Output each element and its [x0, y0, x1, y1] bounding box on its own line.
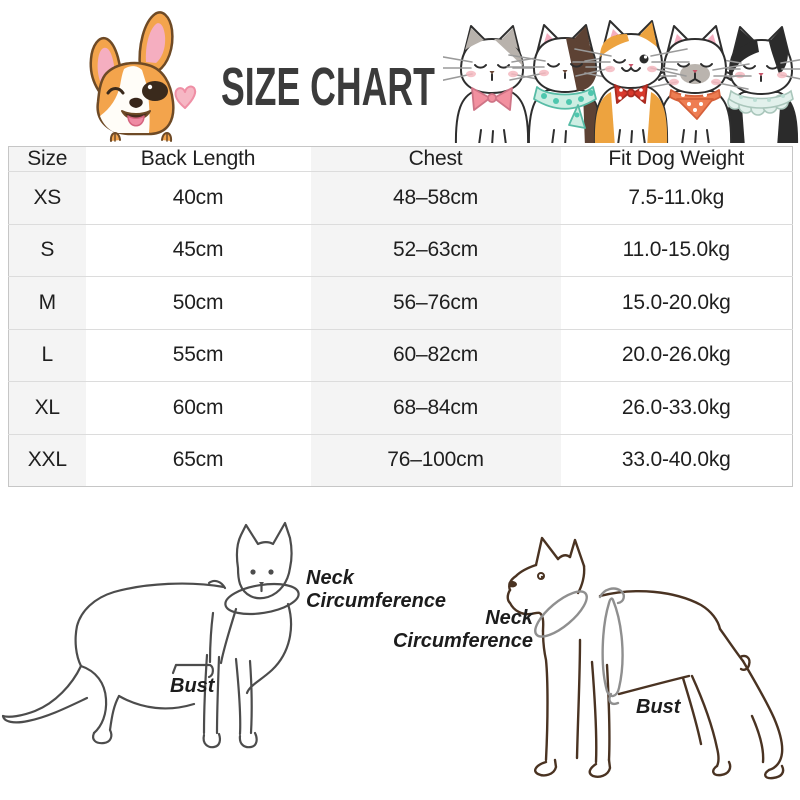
cat-bust-label: Bust — [170, 675, 215, 697]
column-header-back-length: Back Length — [86, 147, 311, 172]
column-header-size: Size — [9, 147, 86, 172]
table-cell: 50cm — [86, 277, 311, 330]
table-cell: 48–58cm — [311, 172, 561, 225]
table-cell: 52–63cm — [311, 224, 561, 277]
table-cell: 45cm — [86, 224, 311, 277]
table-row — [9, 329, 793, 382]
column-header-chest: Chest — [311, 147, 561, 172]
table-cell: 20.0-26.0kg — [561, 329, 793, 382]
page-title: SIZE CHART — [221, 57, 435, 117]
table-cell: 60cm — [86, 382, 311, 435]
table-row — [9, 434, 793, 487]
table-cell: 15.0-20.0kg — [561, 277, 793, 330]
table-header-row — [9, 147, 793, 172]
table-cell: XXL — [9, 434, 86, 487]
cat-neck-circumference-label: Neck Circumference — [306, 567, 447, 612]
table-cell: 7.5-11.0kg — [561, 172, 793, 225]
table-cell: 56–76cm — [311, 277, 561, 330]
cat-measure-figure — [0, 505, 320, 785]
table-row — [9, 277, 793, 330]
table-cell: M — [9, 277, 86, 330]
table-cell: 40cm — [86, 172, 311, 225]
table-cell: 26.0-33.0kg — [561, 382, 793, 435]
table-cell: 60–82cm — [311, 329, 561, 382]
table-cell: XL — [9, 382, 86, 435]
table-cell: 11.0-15.0kg — [561, 224, 793, 277]
table-cell: XS — [9, 172, 86, 225]
corgi-illustration — [58, 10, 218, 150]
column-header-fit-dog-weight: Fit Dog Weight — [561, 147, 793, 172]
dog-girth-strap — [603, 599, 623, 696]
heart-icon — [175, 87, 195, 108]
cat-line-drawing — [3, 523, 301, 747]
dog-bust-label: Bust — [636, 696, 681, 718]
cats-illustration — [443, 0, 800, 143]
dog-neck-loop — [529, 584, 593, 644]
table-cell: 76–100cm — [311, 434, 561, 487]
dog-line-drawing — [508, 538, 783, 778]
size-chart-table — [8, 146, 793, 487]
table-row — [9, 172, 793, 225]
table-row — [9, 382, 793, 435]
cat-chest-strap — [210, 613, 213, 662]
table-cell: 55cm — [86, 329, 311, 382]
table-cell: L — [9, 329, 86, 382]
corgi-eye-patch — [142, 81, 168, 101]
corgi-dog-icon — [91, 12, 195, 141]
dog-neck-circumference-label: Neck Circumference — [392, 607, 533, 652]
table-cell: 68–84cm — [311, 382, 561, 435]
table-cell: 65cm — [172, 448, 224, 472]
table-row — [9, 224, 793, 277]
table-cell: 33.0-40.0kg — [621, 448, 731, 472]
table-cell: S — [9, 224, 86, 277]
corgi-eye-glint — [148, 85, 152, 89]
